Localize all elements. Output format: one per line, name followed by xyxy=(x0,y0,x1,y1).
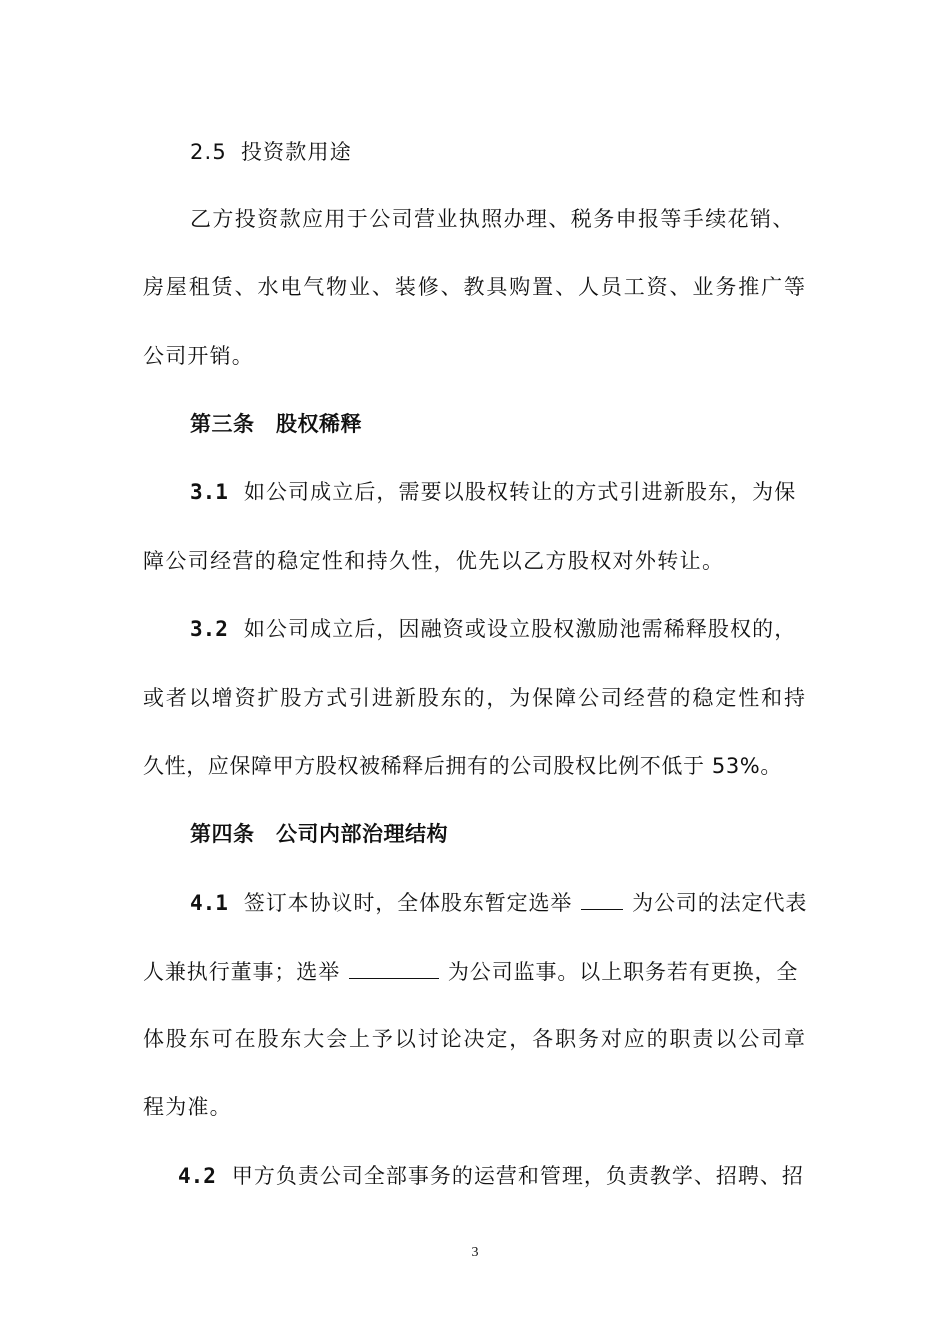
paragraph-line: 障公司经营的稳定性和持久性，优先以乙方股权对外转让。 xyxy=(143,549,723,573)
clause-text: 签订本协议时，全体股东暂定选举 xyxy=(243,891,573,915)
paragraph-line: 或者以增资扩股方式引进新股东的，为保障公司经营的稳定性和持 xyxy=(143,686,805,710)
blank-field-legal-representative[interactable] xyxy=(581,887,623,910)
clause-4-2-line-1 xyxy=(178,1161,804,1191)
clause-number: 3.2 xyxy=(190,617,228,641)
paragraph-line: 房屋租赁、水电气物业、装修、教具购置、人员工资、业务推广等 xyxy=(143,275,805,299)
paragraph-line: 体股东可在股东大会上予以讨论决定，各职务对应的职责以公司章 xyxy=(143,1027,805,1051)
clause-text: 甲方负责公司全部事务的运营和管理，负责教学、招聘、招 xyxy=(231,1164,804,1188)
clause-text: 如公司成立后，需要以股权转让的方式引进新股东，为保 xyxy=(243,480,797,504)
clause-text: 人兼执行董事；选举 xyxy=(143,960,341,984)
clause-text: 如公司成立后，因融资或设立股权激励池需稀释股权的， xyxy=(243,617,797,641)
clause-number: 3.1 xyxy=(190,480,228,504)
clause-3-2-line-1 xyxy=(190,614,796,644)
section-title-text: 投资款用途 xyxy=(240,140,352,164)
paragraph-line: 公司开销。 xyxy=(143,344,254,368)
clause-number: 4.1 xyxy=(190,891,228,915)
paragraph-line: 乙方投资款应用于公司营业执照办理、税务申报等手续花销、 xyxy=(190,207,795,231)
clause-4-1-line-2 xyxy=(143,956,798,987)
clause-text: 为公司的法定代表 xyxy=(632,891,808,915)
section-number: 2.5 xyxy=(190,140,227,164)
clause-3-1-line-1 xyxy=(190,477,796,507)
clause-number: 4.2 xyxy=(178,1164,216,1188)
page-number: 3 xyxy=(471,1245,479,1260)
section-2-5-title xyxy=(190,137,352,167)
blank-field-supervisor[interactable] xyxy=(349,956,439,979)
clause-4-1-line-1 xyxy=(190,887,807,918)
article-4-heading: 第四条 公司内部治理结构 xyxy=(190,822,448,846)
article-3-heading: 第三条 股权稀释 xyxy=(190,412,362,436)
clause-text: 为公司监事。以上职务若有更换，全 xyxy=(447,960,799,984)
paragraph-line: 程为准。 xyxy=(143,1095,232,1119)
paragraph-line: 久性，应保障甲方股权被稀释后拥有的公司股权比例不低于 53%。 xyxy=(143,754,782,778)
